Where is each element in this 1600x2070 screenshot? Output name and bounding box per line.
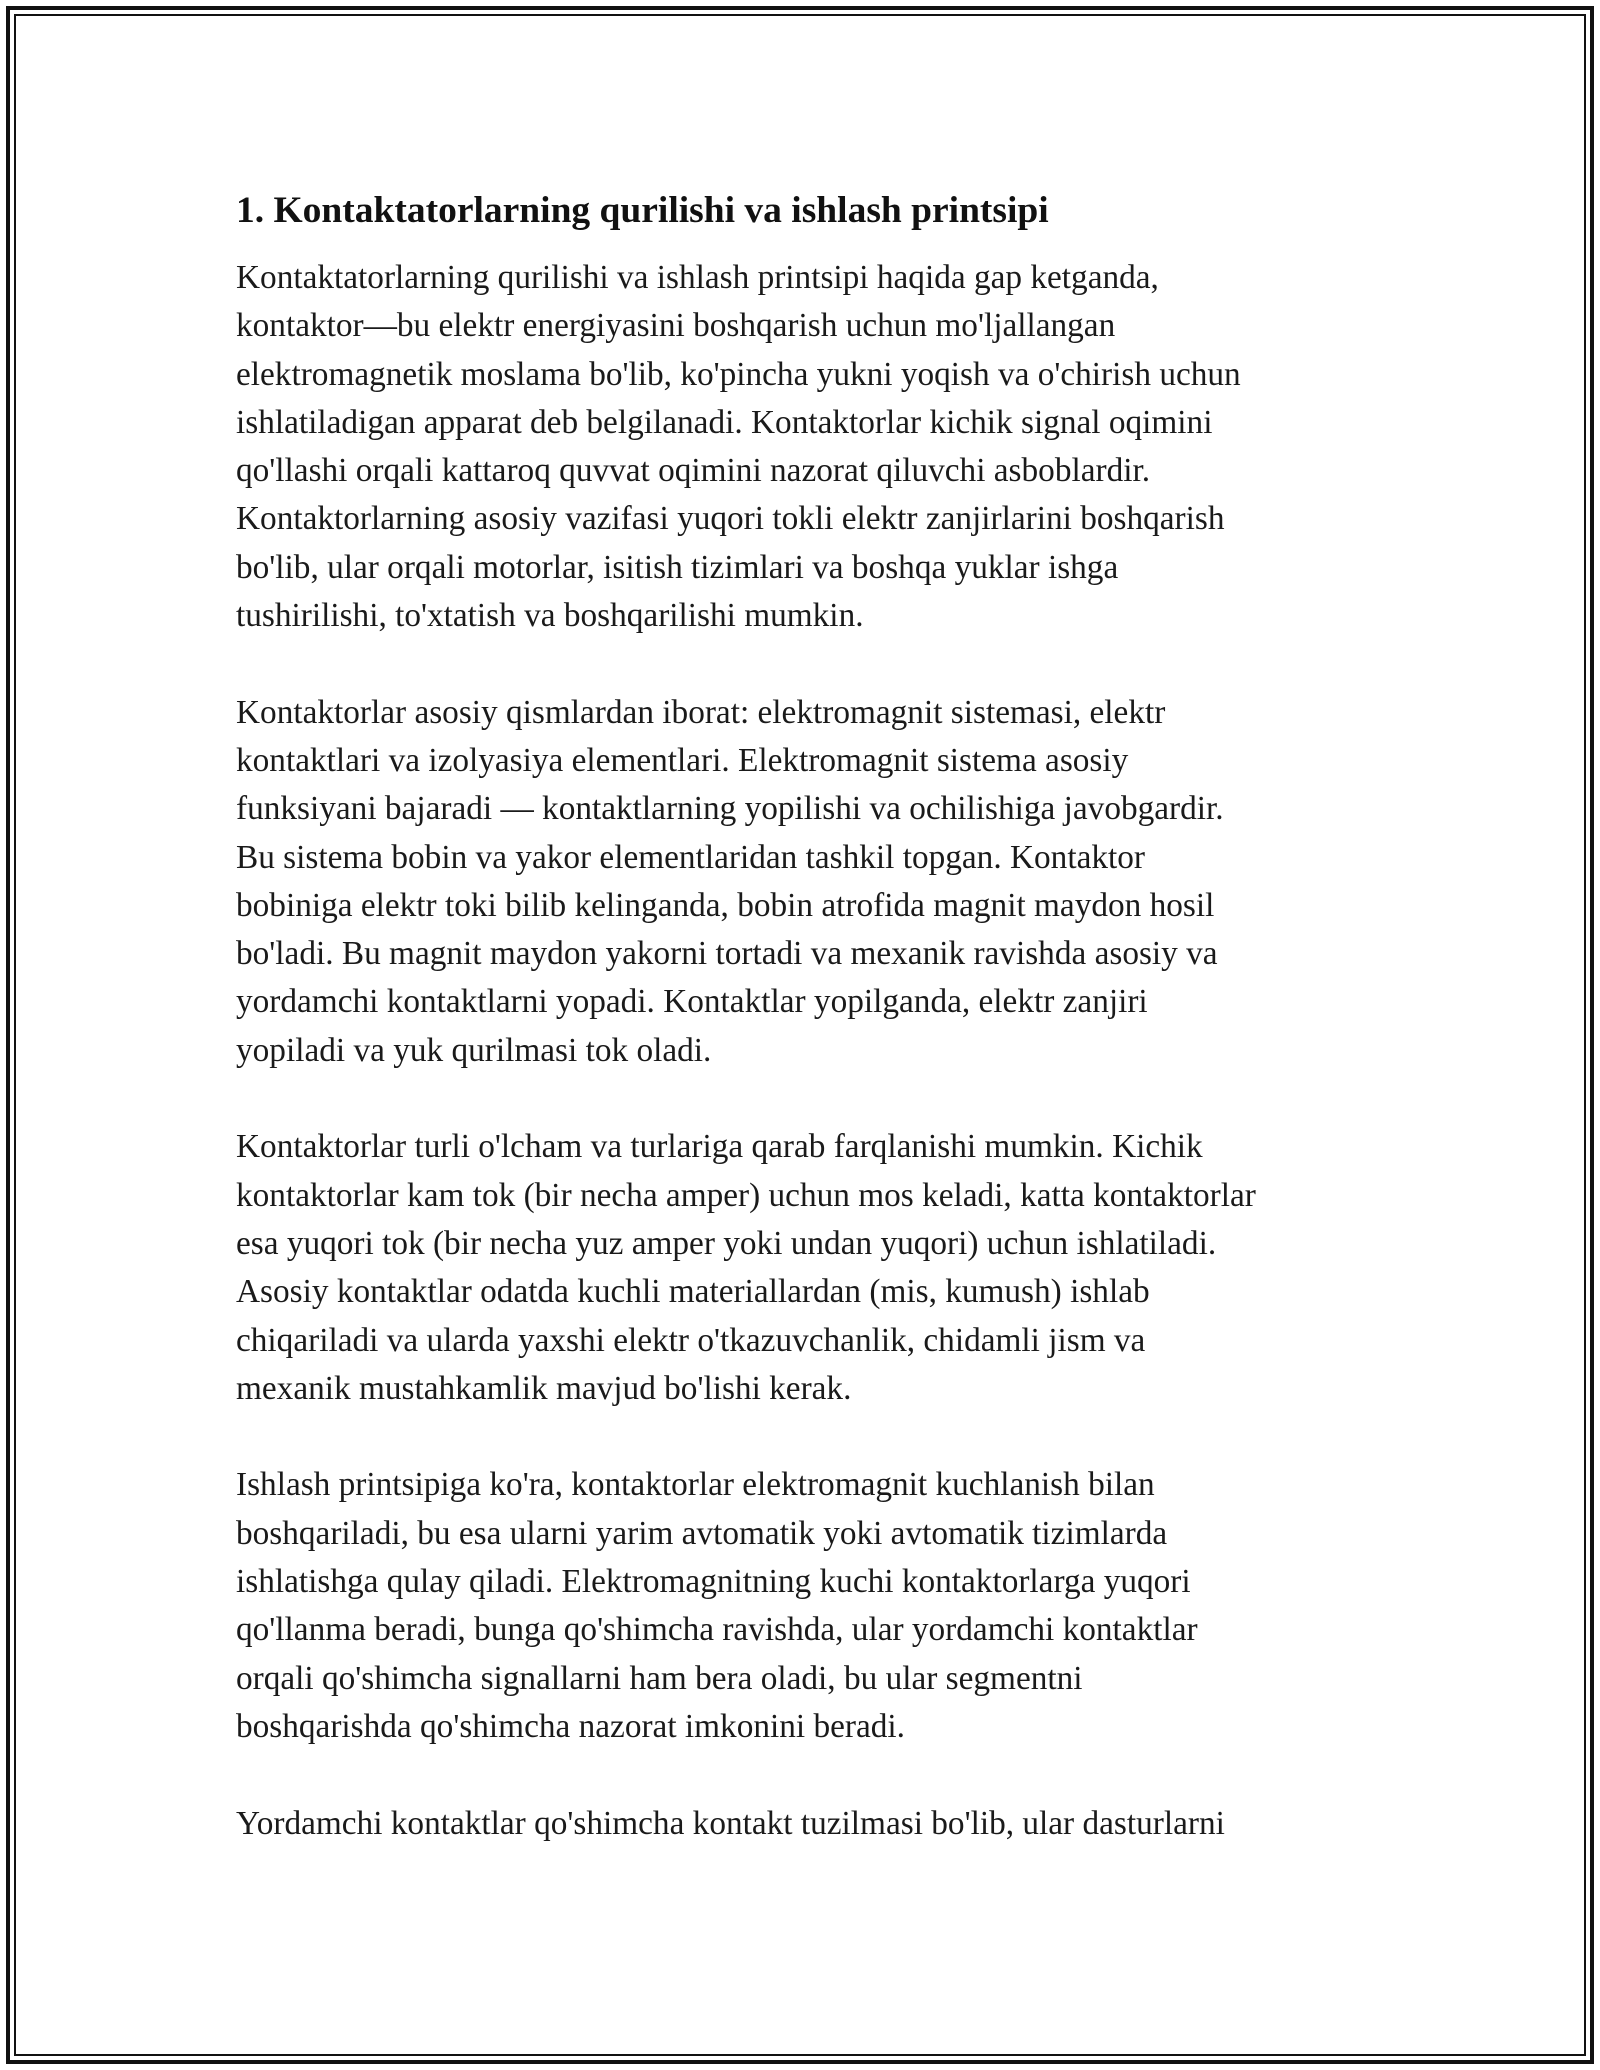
paragraph-line: mexanik mustahkamlik mavjud bo'lishi kerak. [236, 1369, 852, 1407]
paragraph-line: bo'ladi. Bu magnit maydon yakorni tortadi va mexanik ravishda asosiy va [236, 935, 1218, 973]
paragraph-line: chiqariladi va ularda yaxshi elektr o'tkazuvchanlik, chidamli jism va [236, 1321, 1146, 1359]
paragraph-1 [236, 254, 1366, 640]
section-heading: 1. Kontaktatorlarning qurilishi va ishlash printsipi [236, 190, 1049, 231]
paragraph-line: Kontaktorlarning asosiy vazifasi yuqori tokli elektr zanjirlarini boshqarish [236, 500, 1225, 538]
paragraph-line: Yordamchi kontaktlar qo'shimcha kontakt tuzilmasi bo'lib, ular dasturlarni [236, 1804, 1225, 1842]
paragraph-line: Kontaktatorlarning qurilishi va ishlash printsipi haqida gap ketganda, [236, 259, 1159, 296]
paragraph-line: kontaktlari va izolyasiya elementlari. Elektromagnit sistema asosiy [236, 741, 1129, 779]
paragraph-2 [236, 689, 1366, 1075]
paragraph-line: funksiyani bajaradi — kontaktlarning yopilishi va ochilishiga javobgardir. [236, 790, 1224, 828]
paragraph-4 [236, 1461, 1366, 1751]
paragraph-line: Asosiy kontaktlar odatda kuchli materiallardan (mis, kumush) ishlab [236, 1273, 1150, 1311]
paragraph-line: bobiniga elektr toki bilib kelinganda, bobin atrofida magnit maydon hosil [236, 886, 1215, 924]
paragraph-line: boshqarishda qo'shimcha nazorat imkonini beradi. [236, 1707, 905, 1745]
paragraph-line: bo'lib, ular orqali motorlar, isitish tizimlari va boshqa yuklar ishga [236, 548, 1119, 586]
paragraph-line: Kontaktorlar asosiy qismlardan iborat: elektromagnit sistemasi, elektr [236, 693, 1166, 731]
paragraph-line: qo'llashi orqali kattaroq quvvat oqimini nazorat qiluvchi asboblardir. [236, 452, 1151, 490]
paragraph-line: elektromagnetik moslama bo'lib, ko'pincha yukni yoqish va o'chirish uchun [236, 355, 1241, 393]
paragraph-line: ishlatiladigan apparat deb belgilanadi. Kontaktorlar kichik signal oqimini [236, 403, 1213, 441]
paragraph-line: Ishlash printsipiga ko'ra, kontaktorlar elektromagnit kuchlanish bilan [236, 1466, 1155, 1504]
paragraph-line: tushirilishi, to'xtatish va boshqarilishi mumkin. [236, 597, 864, 635]
paragraph-line: orqali qo'shimcha signallarni ham bera oladi, bu ular segmentni [236, 1659, 1083, 1697]
paragraph-line: kontaktor—bu elektr energiyasini boshqarish uchun mo'ljallangan [236, 307, 1116, 345]
paragraph-line: ishlatishga qulay qiladi. Elektromagnitning kuchi kontaktorlarga yuqori [236, 1563, 1191, 1601]
paragraph-line: yopiladi va yuk qurilmasi tok oladi. [236, 1031, 712, 1069]
paragraph-line: kontaktorlar kam tok (bir necha amper) uchun mos keladi, katta kontaktorlar [236, 1176, 1256, 1214]
paragraph-line: Kontaktorlar turli o'lcham va turlariga qarab farqlanishi mumkin. Kichik [236, 1128, 1203, 1166]
paragraph-line: esa yuqori tok (bir necha yuz amper yoki undan yuqori) uchun ishlatiladi. [236, 1224, 1217, 1262]
paragraph-line: Bu sistema bobin va yakor elementlaridan tashkil topgan. Kontaktor [236, 838, 1145, 876]
paragraph-5 [236, 1800, 1366, 1848]
document-body [236, 186, 1366, 1848]
paragraph-line: qo'llanma beradi, bunga qo'shimcha ravishda, ular yordamchi kontaktlar [236, 1611, 1198, 1649]
paragraph-line: yordamchi kontaktlarni yopadi. Kontaktlar yopilganda, elektr zanjiri [236, 983, 1148, 1021]
paragraph-3 [236, 1123, 1366, 1413]
paragraph-line: boshqariladi, bu esa ularni yarim avtomatik yoki avtomatik tizimlarda [236, 1514, 1168, 1552]
